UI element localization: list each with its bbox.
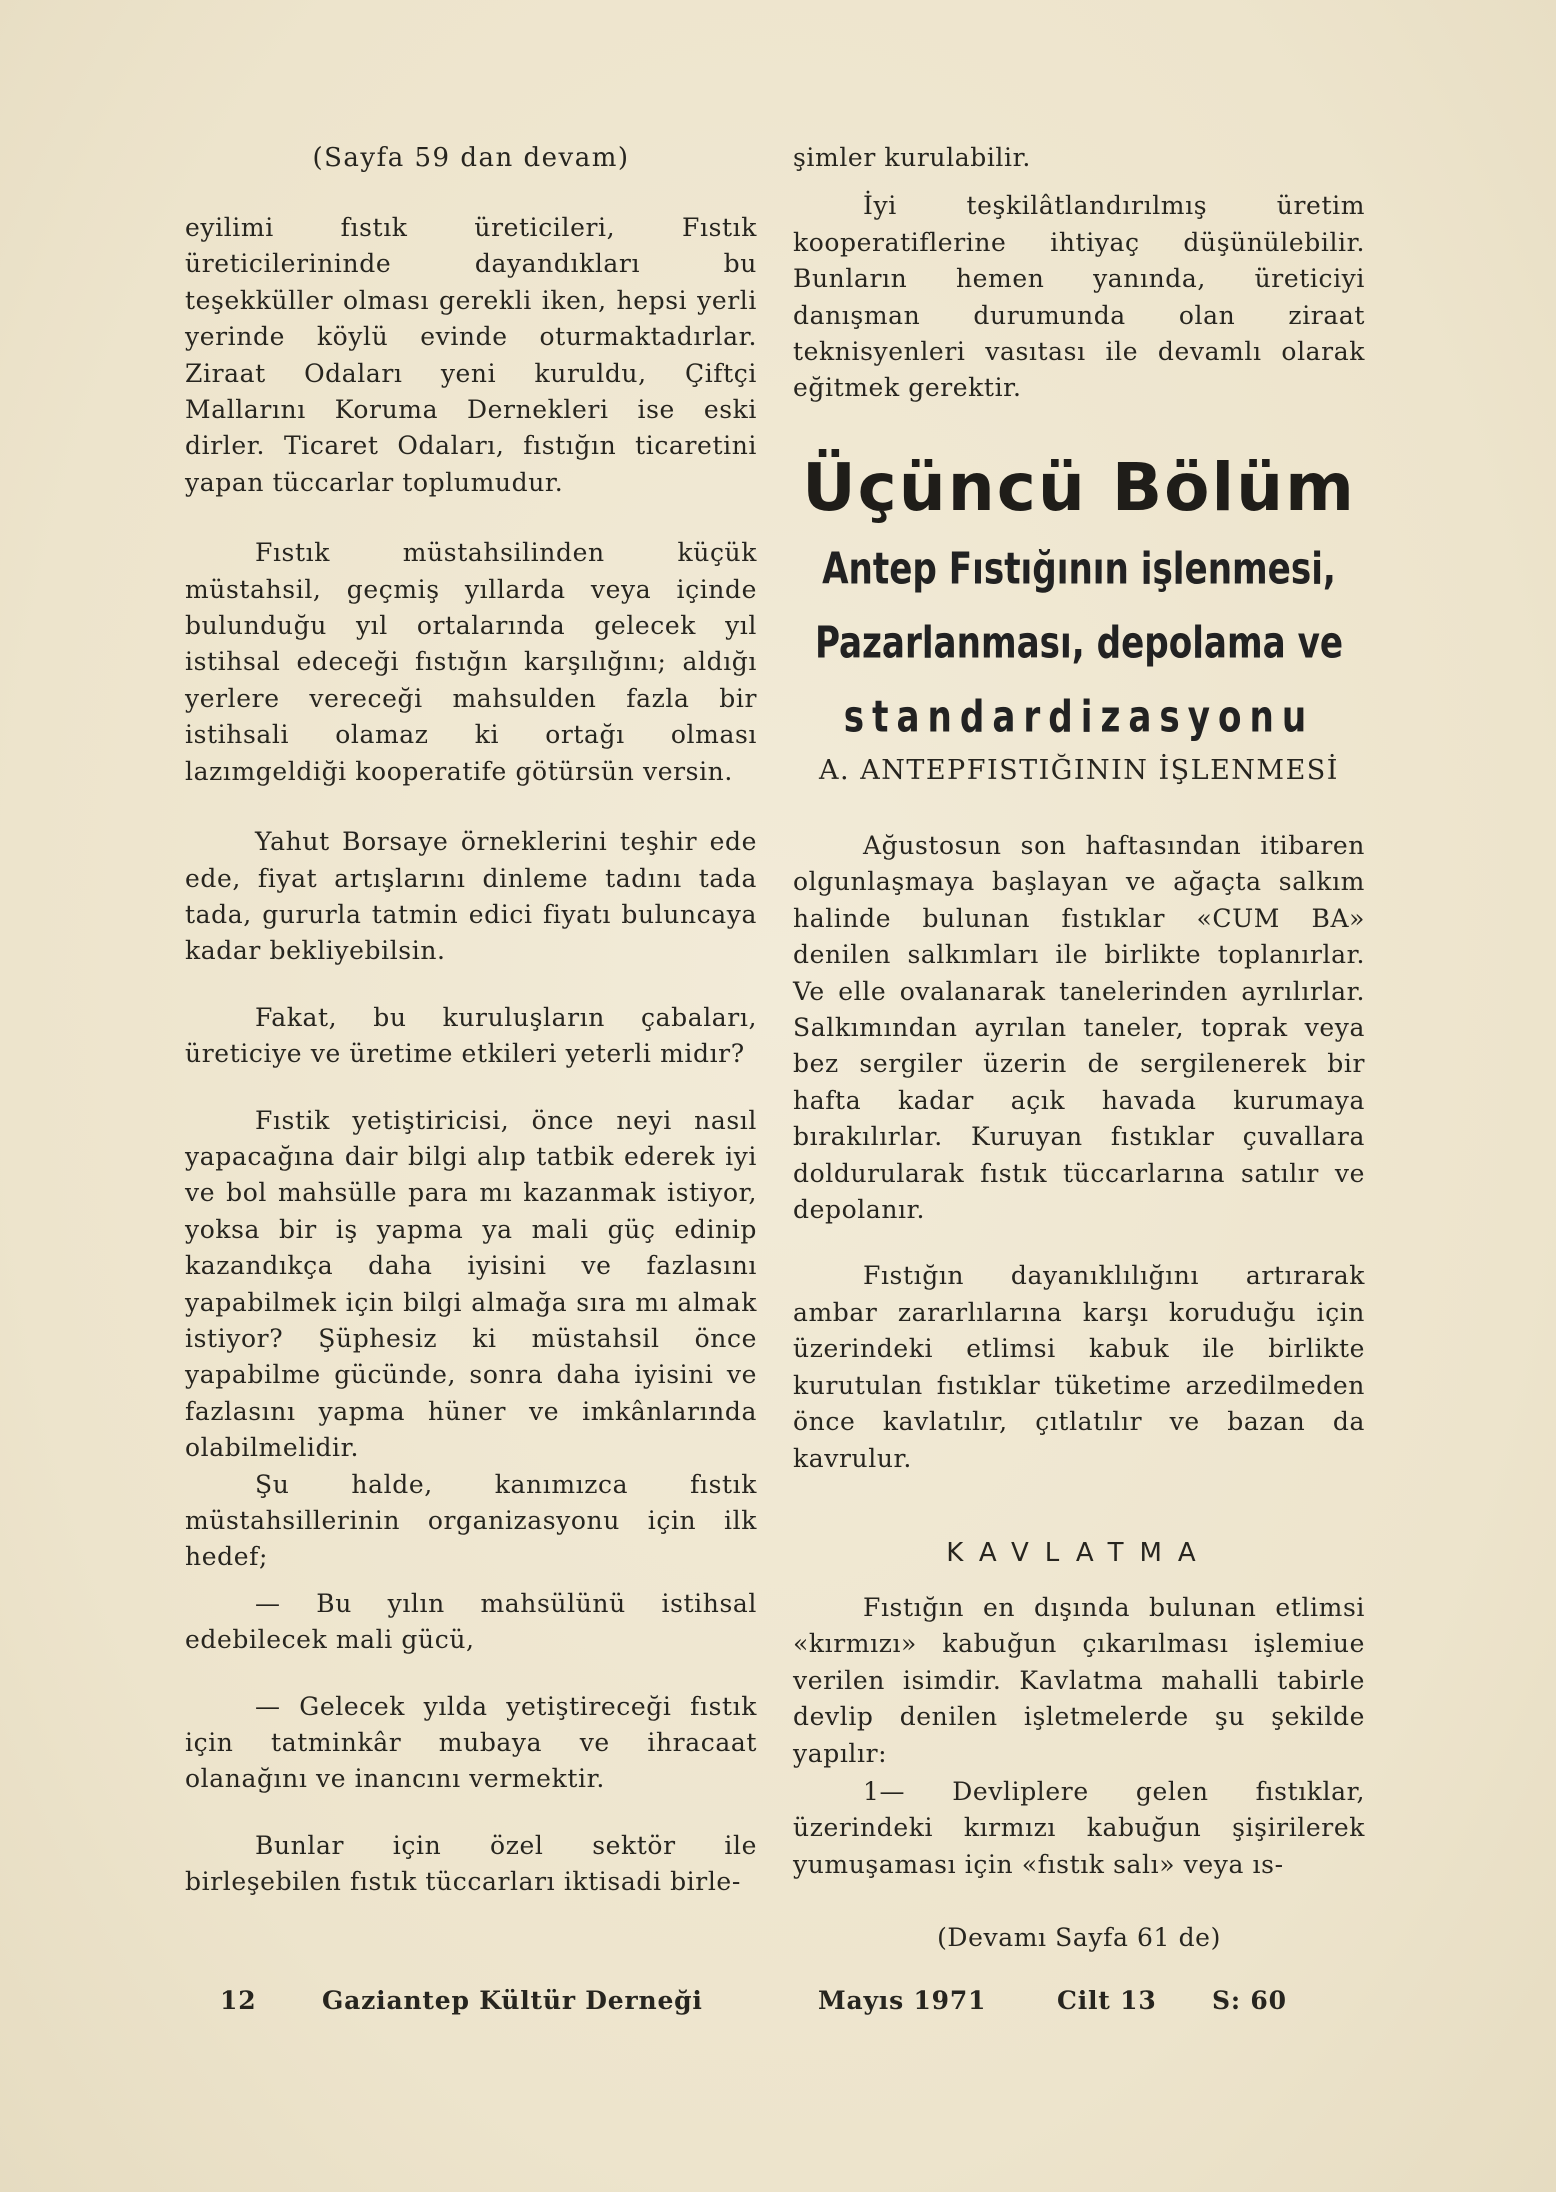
right-column-top — [793, 140, 1365, 407]
left-paragraph-4: Fakat, bu kuruluşların çabaları, üreticiye ve üretime etkileri yeterli midır? — [185, 1002, 757, 1069]
publisher-name: Gaziantep Kültür Derneği — [322, 1986, 703, 2015]
right-paragraph-1: şimler kurulabilir. — [793, 143, 1031, 172]
left-paragraph-6: Şu halde, kanımızca fıstık müstahsillerinin organizasyonu için ilk hedef; — [185, 1469, 757, 1572]
left-paragraph-2: Fıstık müstahsilinden küçük müstahsil, geçmiş yıllarda veya içinde bulunduğu yıl ortalarında gelecek yıl istihsal edeceği fıstığın karşılığını; aldığı yerlere vereceği mahsulden fazla bir istihsali olamaz ki ortağı olması lazımgeldiği kooperatife götürsün versin. — [185, 538, 757, 786]
right-column-bottom — [793, 1590, 1365, 1883]
continued-from-note: (Sayfa 59 dan devam) — [312, 143, 630, 173]
left-paragraph-8: — Gelecek yılda yetiştireceği fıstık için tatminkâr mubaya ve ihracaat olanağını ve inancını vermektir. — [185, 1691, 757, 1794]
heading-kavlatma: KAVLATMA — [946, 1538, 1212, 1568]
heading-a: A. ANTEPFISTIĞININ İŞLENMESİ — [819, 755, 1339, 786]
volume-number: Cilt 13 — [1057, 1986, 1157, 2015]
left-paragraph-3: Yahut Borsaye örneklerini teşhir ede ede, fiyat artışlarını dinleme tadını tada tada, gururla tatmin edici fiyatı buluncaya kadar bekliyebilsin. — [185, 827, 757, 966]
left-paragraph-7: — Bu yılın mahsülünü istihsal edebilecek mali gücü, — [185, 1588, 757, 1655]
subtitle-line-3: standardizasyonu — [843, 691, 1315, 743]
subtitle-line-2: Pazarlanması, depolama ve — [814, 617, 1344, 669]
left-paragraph-5: Fıstik yetiştiricisi, önce neyi nasıl yapacağına dair bilgi alıp tatbik ederek iyi ve bol mahsülle para mı kazanmak istiyor, yoksa bir iş yapma ya mali güç edinip kazandıkça daha iyisini ve fazlasını yapabilmek için bilgi almağa sıra mı almak istiyor? Şüphesiz ki müstahsil önce yapabilme gücünde, sonra daha iyisini ve fazlasını yapma hüner ve imkânlarında olabilmelidir. — [185, 1105, 757, 1463]
page-number: 12 — [220, 1986, 257, 2015]
issue-number: S: 60 — [1212, 1986, 1287, 2015]
issue-date: Mayıs 1971 — [818, 1986, 987, 2015]
right-paragraph-5: Fıstığın en dışında bulunan etlimsi «kırmızı» kabuğun çıkarılması işlemiue verilen isimdir. Kavlatma mahalli tabirle devlip denilen işletmelerde şu şekilde yapılır: — [793, 1593, 1365, 1768]
right-paragraph-3: Ağustosun son haftasından itibaren olgunlaşmaya başlayan ve ağaçta salkım halinde bulunan fıstıklar «CUM BA» denilen salkımları ile birlikte toplanırlar. Ve elle ovalanarak tanelerinden ayrılırlar. Salkımından ayrılan taneler, toprak veya bez sergiler üzerin de sergilenerek bir hafta kadar açık havada kurumaya bırakılırlar. Kuruyan fıstıklar çuvallara doldurularak fıstık tüccarlarına satılır ve depolanır. — [793, 831, 1365, 1225]
continued-to-note: (Devamı Sayfa 61 de) — [937, 1923, 1221, 1952]
right-paragraph-2: İyi teşkilâtlandırılmış üretim kooperatiflerine ihtiyaç düşünülebilir. Bunların hemen yanında, üreticiyi danışman durumunda olan ziraat teknisyenleri vasıtası ile devamlı olarak eğitmek gerektir. — [793, 191, 1365, 403]
right-paragraph-6: 1— Devliplere gelen fıstıklar, üzerindeki kırmızı kabuğun şişirilerek yumuşaması için «fıstık salı» veya ıs- — [793, 1777, 1365, 1879]
left-column — [185, 210, 757, 1901]
left-paragraph-9: Bunlar için özel sektör ile birleşebilen fıstık tüccarları iktisadi birle- — [185, 1830, 757, 1897]
left-paragraph-1: eyilimi fıstık üreticileri, Fıstık üreticilerininde dayandıkları bu teşekküller olması gerekli iken, hepsi yerli yerinde köylü evinde oturmaktadırlar. Ziraat Odaları yeni kuruldu, Çiftçi Mallarını Koruma Dernekleri ise eski dirler. Ticaret Odaları, fıstığın ticaretini yapan tüccarlar toplumudur. — [185, 213, 757, 497]
subtitle-line-1: Antep Fıstığının işlenmesi, — [822, 543, 1336, 595]
section-title: Üçüncü Bölüm — [802, 449, 1356, 526]
right-paragraph-4: Fıstığın dayanıklılığını artırarak ambar zararlılarına karşı koruduğu için üzerindeki etlimsi kabuk ile birlikte kurutulan fıstıklar tüketime arzedilmeden önce kavlatılır, çıtlatılır ve bazan da kavrulur. — [793, 1261, 1365, 1473]
right-column-body — [793, 828, 1365, 1477]
